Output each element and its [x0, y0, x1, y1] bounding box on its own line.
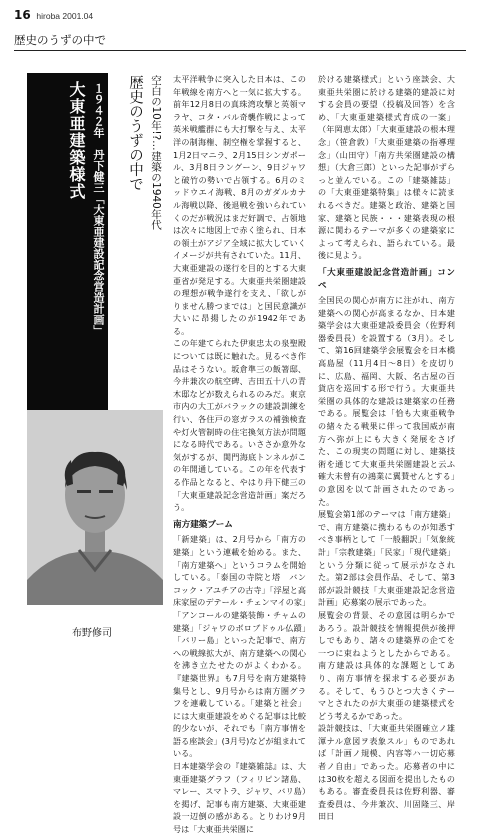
article-column-2 [318, 73, 455, 823]
paragraph: 於ける建築様式」という座談会、大東亜共栄圏に於ける建築的建設に対する会員の要望（投稿及回答）を含め、「大東亜建築様式育成の一案」（年岡恵太郎）「大東亜建設の根本理念」（笹倉敦）「大東亜建築の指導理念」（山田守）「南方共栄圏建設の構想」（大倉三郎）といった記事がずらっと並んでいる。この「建築雑誌」の「大東亜建築特集」は様々に読まれるべきだ。建築と政治、建築と国家、建築と民族・・・建築表現の根源に関わるテーマが多くの建築家によって考えられ、語られている。最後に見よう。 [318, 74, 455, 261]
subheading: 南方建築ブーム [173, 519, 233, 530]
portrait-image [27, 410, 163, 605]
series-title: 歴史のうずの中で [127, 75, 143, 191]
feature-title-box [27, 73, 108, 410]
section-bar [14, 30, 466, 51]
feature-subtitle: １９４２年 丹下健三「大東亜建設記念営造計画」 [92, 83, 105, 336]
author-name: 布野修司 [72, 628, 112, 639]
page-number: 16 [14, 8, 31, 22]
paragraph: 太平洋戦争に突入した日本は、この年戦線を南方へと一気に拡大する。前年12月8日の真珠湾攻撃と英領マラヤ、コタ・バル奇襲作戦によって英米戦艦群にも大打撃を与え、太平洋の制海権、制空権を掌握すると、1月2日マニラ、2月15日シンガポール、3月8日ラングーン、9日ジャワと破竹の勢いで占領する。6月のミッドウエイ海戦、8月のガダルカナル海戦以降、後退戦を強いられていくのだが戦況はまだ好調で、占領地は次々に地図上で赤く塗られ、日本の領土がアジア全域に拡大していくイメージが共有されていた。11月、大東亜建設の遂行を目的とする大東亜省が発足する。大東亜共栄圏建設の理想が戦争遂行を支え、「欲しがりません勝つまでは」と国民意識が大いに昂揚したのが1942年である。 [173, 74, 306, 336]
article-column-1 [173, 73, 306, 836]
magazine-issue: hiroba 2001.04 [36, 11, 94, 21]
section-title: 歴史のうずの中で [14, 33, 106, 47]
author-photo [27, 410, 163, 605]
issue-line [14, 8, 93, 22]
paragraph: 日本建築学会の『建築雑誌』は、大東亜建築グラフ（フィリピン諸島、マレー、スマトラ、ジャワ、バリ島）を掲げ、記事も南方建築、大東亜建設一辺倒の感がある。とりわけ9月号は「大東亜共栄圏に [173, 761, 306, 835]
feature-title: 大東亜建築様式 [67, 81, 86, 200]
series-subtitle: 空白の10年!?…建築の1940年代 [150, 75, 162, 230]
series-heading [112, 73, 166, 303]
paragraph: この年建てられた伊東忠太の泉聖殿については既に触れた。見るべき作品はそうない。坂倉準三の飯箸邸、今井兼次の航空碑、吉田五十八の青木邸などが数えられるのみだ。東京市内の大工がバラックの建設訓練を行い、各住戸の窓ガラスの補強検査や灯火管制時の住宅換気方法が問題になる時代である。いささか意外な気がするが、関門海底トンネルがこの年開通している。この年を代表する作品となると、やはり丹下健三の「大東亜建設記念営造計画」案だろう。 [173, 338, 306, 513]
subheading: 「大東亜建設記念営造計画」コンペ [318, 267, 455, 291]
paragraph: 「新建築」は、2月号から「南方の建築」という連載を始める。また、「南方建築へ」というコラムを開始している。「泰国の寺院と塔 バンコック・アユチアの古寺」「浮屋と高床家屋のデテール・チェンマイの家」「アンコールの建築装飾・チャムの建築」「ジャワのボロブドゥル仏蹟」「バリー島」といった記事で、南方への戦線拡大が、南方建築への関心を沸き立たせたのがよくわかる。『建築世界』も7月号を南方建築特集号とし、9月号からは南方圏グラフを連載している。「建築と社会」には大東亜建設をめぐる記事は比較的少ないが、それでも「南方事情を語る座談会」(3月号)などが組まれている。 [173, 534, 306, 759]
paragraph: 全国民の関心が南方に注がれ、南方建築への関心が高まるなか、日本建築学会は大東亜建設委員会（佐野利器委員長）を設置する（3月）。そして、第16回建築学会展覧会を日本橋高島屋（11月4日〜8日）を皮切りに、広島、福岡、大阪、名古屋の百貨店を巡回する形で行う。大東亜共栄圏の具体的な建設は建築家の任務である。展覧会は「恰も大東亜戦争の緒々たる戦果に伴って我国威が南方へ弥が上にも大きく発展をさげた、この現実の問題に対し、建築技術を通じて大東亜共栄圏建設と云ふ確大未曾有の鴻業に翼賛せんとする」の意図を以て計画されたのであった。 [318, 295, 455, 507]
paragraph: 設計競技は、「大東亜共栄圏確立ノ雄渾ナル意図ヲ表象スル」ものであれば「計画ノ規模、内容等ハ一切応募者ノ自由」であった。応募者の中には30枚を超える図面を提出したものもある。審査委員長は佐野利器、審査委員は、今井兼次、川固隆三、岸田日 [318, 723, 455, 822]
paragraph: 展覧会第1部のテーマは「南方建築」で、南方建築に携わるものが知悉すべき事柄として「一般翻訳」「気象統計」「宗教建築」「民家」「現代建築」という分類に従って展示がなされた。第2部は会員作品、そして、第3部が設計競技「大東亜建設記念営造計画」応募案の展示であった。 [318, 509, 455, 608]
paragraph: 展覧会の背景、その意図は明らかであろう。設計競技を情報提供が後押しでもあり、諸々の建築界の企てを一つに束ねようとしたからである。南方建設は具体的な課題としてあり、南方事情を探求する必要がある。そして、もうひとつ大きくテーマとされたのが大東亜の建築様式をどう考えるかであった。 [318, 609, 455, 721]
page-header [0, 0, 480, 30]
